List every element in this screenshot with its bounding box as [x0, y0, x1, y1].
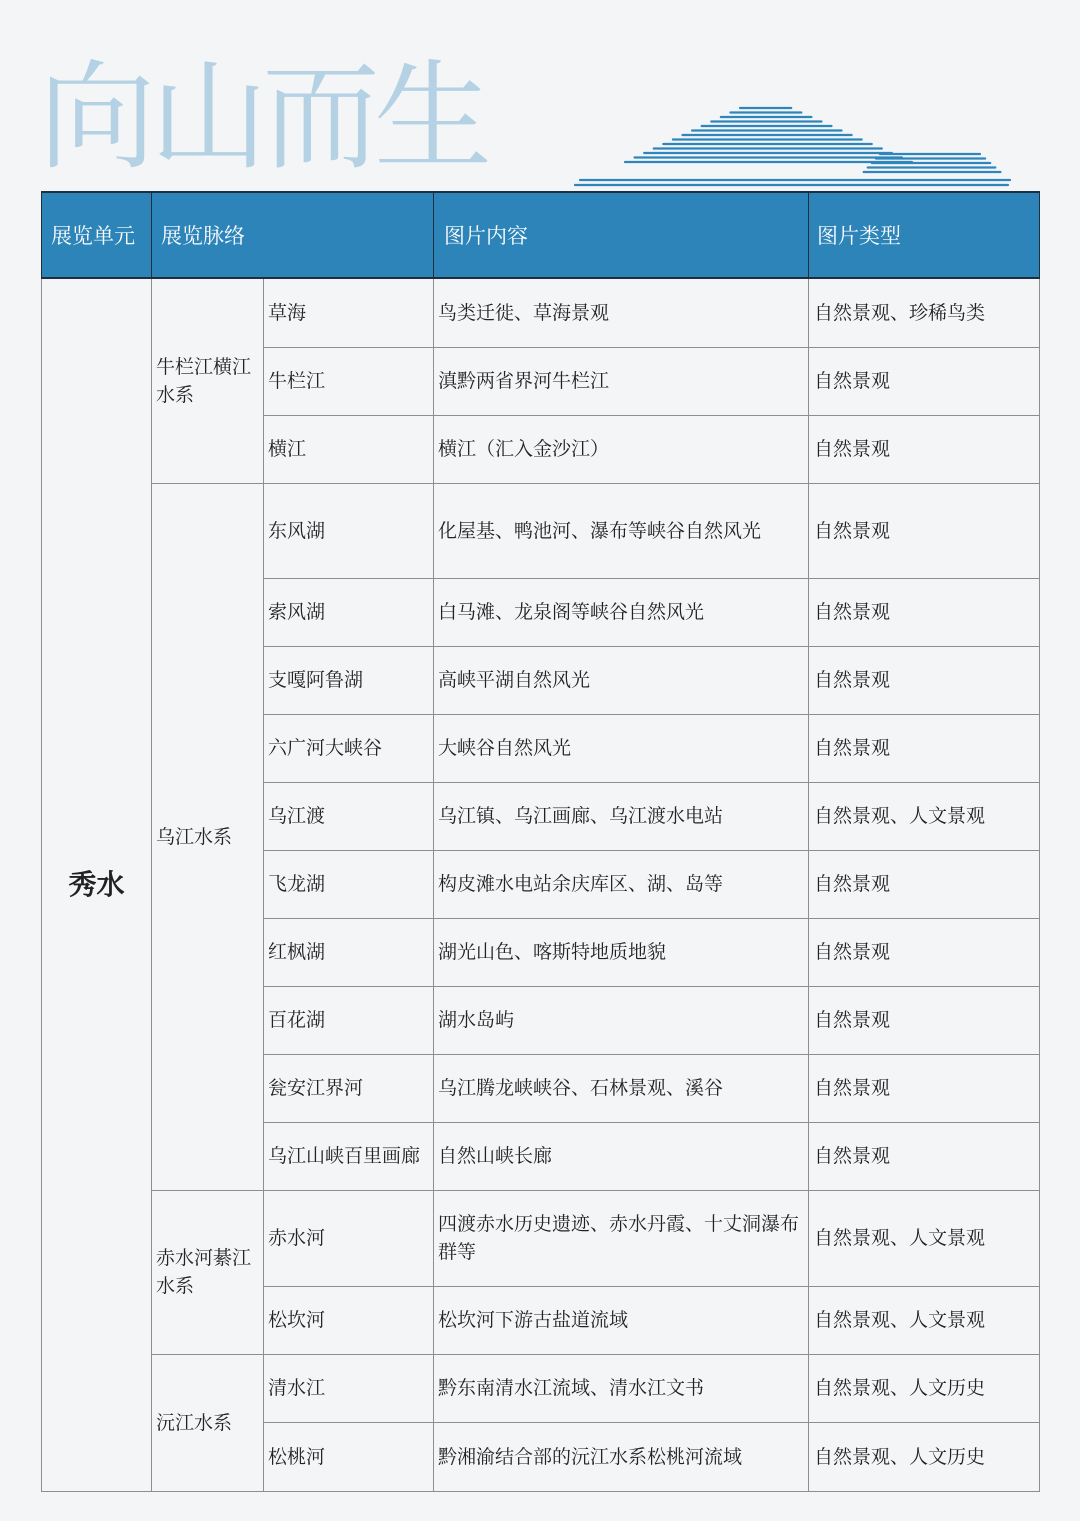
content-cell: 松坎河下游古盐道流域 [434, 1286, 809, 1354]
header-content: 图片内容 [434, 192, 809, 278]
place-cell: 赤水河 [264, 1190, 434, 1286]
type-cell: 自然景观 [809, 1122, 1040, 1190]
mountain-waves-decoration [540, 96, 1040, 190]
content-cell: 滇黔两省界河牛栏江 [434, 347, 809, 415]
place-cell: 索风湖 [264, 578, 434, 646]
place-cell: 六广河大峡谷 [264, 714, 434, 782]
content-cell: 四渡赤水历史遗迹、赤水丹霞、十丈洞瀑布群等 [434, 1190, 809, 1286]
content-cell: 化屋基、鸭池河、瀑布等峡谷自然风光 [434, 483, 809, 578]
type-cell: 自然景观 [809, 483, 1040, 578]
group-cell: 牛栏江横江水系 [152, 278, 264, 483]
place-cell: 乌江山峡百里画廊 [264, 1122, 434, 1190]
place-cell: 牛栏江 [264, 347, 434, 415]
type-cell: 自然景观、珍稀鸟类 [809, 278, 1040, 347]
table-row [42, 1354, 1040, 1422]
type-cell: 自然景观、人文景观 [809, 782, 1040, 850]
content-cell: 鸟类迁徙、草海景观 [434, 278, 809, 347]
content-cell: 湖水岛屿 [434, 986, 809, 1054]
place-cell: 乌江渡 [264, 782, 434, 850]
table-row [42, 278, 1040, 347]
group-cell: 赤水河綦江水系 [152, 1190, 264, 1354]
place-cell: 清水江 [264, 1354, 434, 1422]
place-cell: 支嘎阿鲁湖 [264, 646, 434, 714]
place-cell: 瓮安江界河 [264, 1054, 434, 1122]
table-row [42, 1190, 1040, 1286]
content-cell: 高峡平湖自然风光 [434, 646, 809, 714]
place-cell: 松桃河 [264, 1422, 434, 1491]
place-cell: 松坎河 [264, 1286, 434, 1354]
place-cell: 横江 [264, 415, 434, 483]
exhibition-table [41, 191, 1040, 1492]
content-cell: 白马滩、龙泉阁等峡谷自然风光 [434, 578, 809, 646]
type-cell: 自然景观 [809, 415, 1040, 483]
header-type: 图片类型 [809, 192, 1040, 278]
content-cell: 乌江腾龙峡峡谷、石林景观、溪谷 [434, 1054, 809, 1122]
place-cell: 草海 [264, 278, 434, 347]
type-cell: 自然景观、人文景观 [809, 1190, 1040, 1286]
group-cell: 乌江水系 [152, 483, 264, 1190]
place-cell: 飞龙湖 [264, 850, 434, 918]
content-cell: 大峡谷自然风光 [434, 714, 809, 782]
type-cell: 自然景观 [809, 850, 1040, 918]
header-unit: 展览单元 [42, 192, 152, 278]
content-cell: 构皮滩水电站余庆库区、湖、岛等 [434, 850, 809, 918]
place-cell: 百花湖 [264, 986, 434, 1054]
group-cell: 沅江水系 [152, 1354, 264, 1491]
page-title: 向山而生 [38, 48, 487, 186]
type-cell: 自然景观 [809, 1054, 1040, 1122]
type-cell: 自然景观 [809, 714, 1040, 782]
type-cell: 自然景观、人文景观 [809, 1286, 1040, 1354]
unit-cell: 秀水 [42, 278, 152, 1491]
content-cell: 湖光山色、喀斯特地质地貌 [434, 918, 809, 986]
content-cell: 乌江镇、乌江画廊、乌江渡水电站 [434, 782, 809, 850]
type-cell: 自然景观 [809, 918, 1040, 986]
table-header-row [42, 192, 1040, 278]
type-cell: 自然景观 [809, 347, 1040, 415]
type-cell: 自然景观、人文历史 [809, 1354, 1040, 1422]
content-cell: 黔东南清水江流域、清水江文书 [434, 1354, 809, 1422]
header-context: 展览脉络 [152, 192, 434, 278]
content-cell: 黔湘渝结合部的沅江水系松桃河流域 [434, 1422, 809, 1491]
type-cell: 自然景观 [809, 986, 1040, 1054]
type-cell: 自然景观 [809, 646, 1040, 714]
place-cell: 东风湖 [264, 483, 434, 578]
content-cell: 横江（汇入金沙江） [434, 415, 809, 483]
type-cell: 自然景观 [809, 578, 1040, 646]
content-cell: 自然山峡长廊 [434, 1122, 809, 1190]
table-row [42, 483, 1040, 578]
place-cell: 红枫湖 [264, 918, 434, 986]
type-cell: 自然景观、人文历史 [809, 1422, 1040, 1491]
